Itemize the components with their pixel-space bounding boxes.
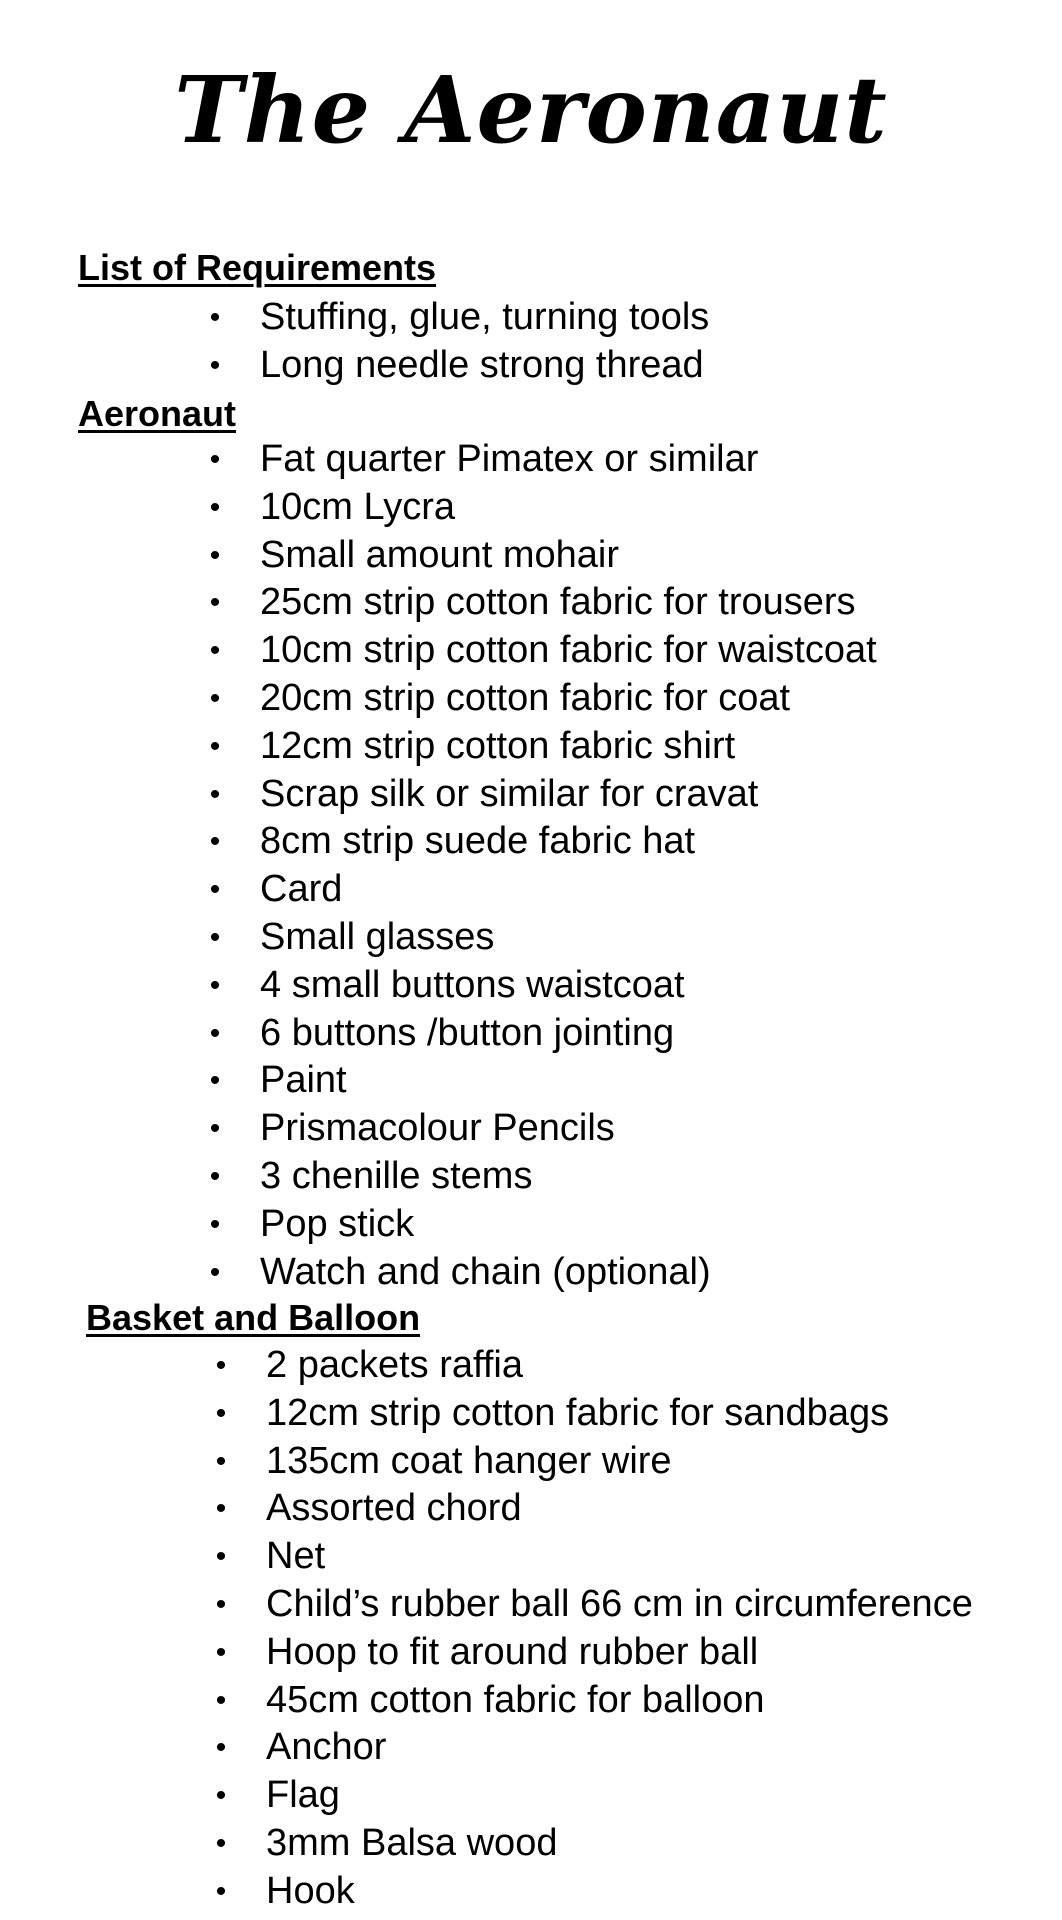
list-item-text: 25cm strip cotton fabric for trousers (260, 581, 856, 624)
list-item-text: 8cm strip suede fabric hat (260, 820, 696, 863)
list-item-text: 2 packets raffia (266, 1344, 524, 1386)
bullet-icon: • (215, 1396, 227, 1430)
list-item-text: Watch and chain (optional) (260, 1250, 711, 1293)
list-item (200, 532, 877, 580)
list-item (206, 1438, 973, 1486)
bullet-icon: • (209, 968, 221, 1002)
bullet-icon: • (209, 490, 221, 524)
bullet-icon: • (209, 586, 221, 620)
list-item-text: Net (266, 1535, 326, 1578)
list-item (200, 866, 877, 914)
document-title: The Aeronaut (174, 56, 888, 164)
bullet-icon: • (215, 1779, 227, 1813)
list-item-text: 4 small buttons waistcoat (260, 963, 685, 1006)
list-item (200, 294, 709, 342)
list-item (200, 436, 877, 484)
bullet-icon: • (215, 1540, 227, 1574)
list-item-text: 135cm coat hanger wire (266, 1439, 672, 1482)
list-item (200, 1249, 877, 1297)
list-item (200, 1201, 877, 1249)
section-heading-aeronaut: Aeronaut (78, 393, 237, 434)
list-item-text: 3 chenille stems (260, 1154, 533, 1197)
list-item-text: Scrap silk or similar for cravat (260, 772, 759, 815)
list-item (206, 1772, 973, 1820)
list-item-text: 3mm Balsa wood (266, 1821, 558, 1864)
bullet-icon: • (209, 634, 221, 668)
list-item-text: Paint (260, 1059, 347, 1102)
list-item-text: Flag (266, 1774, 340, 1817)
list-item (200, 818, 877, 866)
list-item (206, 1533, 973, 1581)
basket-and-balloon-list (206, 1342, 973, 1916)
bullet-icon: • (209, 1112, 221, 1146)
bullet-icon: • (209, 538, 221, 572)
list-item (200, 962, 877, 1010)
bullet-icon: • (209, 301, 221, 334)
bullet-icon: • (209, 1064, 221, 1098)
list-item-text: 6 buttons /button jointing (260, 1011, 675, 1054)
list-item (206, 1629, 973, 1677)
list-item-text: 45cm cotton fabric for balloon (266, 1678, 765, 1721)
list-item (206, 1581, 973, 1629)
list-item (200, 1105, 877, 1153)
list-item (200, 723, 877, 771)
list-item-text: Anchor (266, 1726, 387, 1769)
list-item-text: Long needle strong thread (260, 343, 704, 386)
bullet-icon: • (215, 1635, 227, 1669)
bullet-icon: • (215, 1444, 227, 1478)
list-item-text: 20cm strip cotton fabric for coat (260, 676, 791, 719)
list-item-text: Child’s rubber ball 66 cm in circumference (266, 1582, 973, 1625)
list-item (200, 675, 877, 723)
list-item (200, 1057, 877, 1105)
list-item (200, 1010, 877, 1058)
list-item (200, 771, 877, 819)
list-item (206, 1868, 973, 1916)
list-item (200, 914, 877, 962)
list-item (200, 1153, 877, 1201)
list-item-text: Small amount mohair (260, 533, 620, 576)
bullet-icon: • (215, 1731, 227, 1765)
bullet-icon: • (209, 348, 221, 382)
list-item (206, 1724, 973, 1772)
bullet-icon: • (209, 729, 221, 763)
bullet-icon: • (215, 1349, 227, 1382)
list-item-text: 12cm strip cotton fabric for sandbags (266, 1391, 890, 1434)
section-heading-basket-and-balloon: Basket and Balloon (86, 1297, 421, 1338)
list-item (206, 1677, 973, 1725)
bullet-icon: • (209, 1255, 221, 1289)
list-item-text: Stuffing, glue, turning tools (260, 296, 710, 338)
bullet-icon: • (209, 443, 221, 476)
list-item (206, 1342, 973, 1390)
bullet-icon: • (209, 825, 221, 859)
list-item-text: 12cm strip cotton fabric shirt (260, 724, 736, 767)
bullet-icon: • (209, 681, 221, 715)
bullet-icon: • (209, 777, 221, 811)
list-item-text: Hoop to fit around rubber ball (266, 1630, 759, 1673)
list-item (200, 342, 709, 390)
bullet-icon: • (215, 1826, 227, 1860)
bullet-icon: • (215, 1683, 227, 1717)
list-item (206, 1485, 973, 1533)
bullet-icon: • (209, 920, 221, 954)
list-item-text: Small glasses (260, 915, 495, 958)
list-item (200, 627, 877, 675)
aeronaut-list (200, 436, 877, 1296)
list-item-text: Card (260, 868, 343, 911)
bullet-icon: • (209, 1207, 221, 1241)
bullet-icon: • (209, 873, 221, 907)
list-item (206, 1390, 973, 1438)
bullet-icon: • (209, 1016, 221, 1050)
list-item-text: Prismacolour Pencils (260, 1107, 615, 1150)
bullet-icon: • (215, 1587, 227, 1621)
list-item (200, 484, 877, 532)
list-item-text: 10cm strip cotton fabric for waistcoat (260, 629, 877, 672)
requirements-list (200, 294, 709, 390)
list-item-text: Fat quarter Pimatex or similar (260, 438, 759, 480)
list-item-text: 10cm Lycra (260, 485, 455, 528)
list-item (200, 579, 877, 627)
list-item-text: Pop stick (260, 1202, 415, 1245)
list-item (206, 1820, 973, 1868)
list-item-text: Hook (266, 1869, 355, 1912)
section-heading-list-of-requirements: List of Requirements (78, 247, 437, 288)
list-item-text: Assorted chord (266, 1487, 522, 1530)
bullet-icon: • (215, 1874, 227, 1908)
bullet-icon: • (215, 1492, 227, 1526)
bullet-icon: • (209, 1159, 221, 1193)
